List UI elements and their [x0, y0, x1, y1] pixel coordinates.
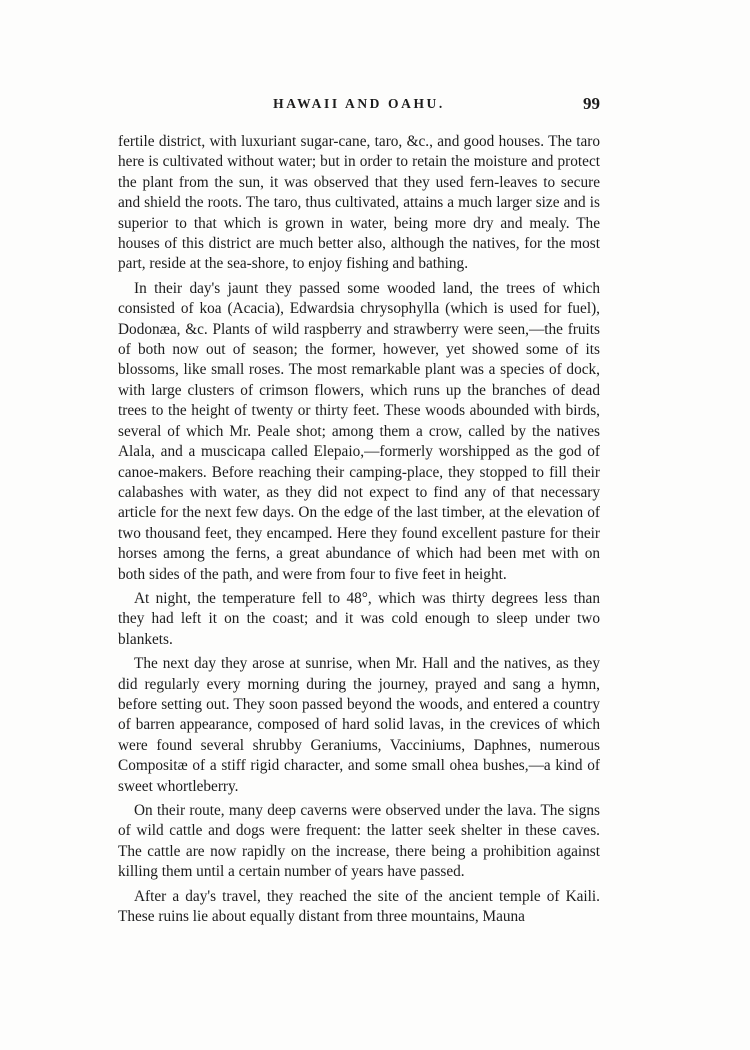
paragraph: fertile district, with luxuriant sugar-cane, taro, &c., and good houses. The taro here is cultivated without water; but in order to retain the moisture and protect the plant from the sun, it was observed that they used fern-leaves to secure and shield the roots. The taro, thus cultivated, attains a much larger size and is superior to that which is grown in water, being more dry and mealy. The houses of this district are much better also, although the natives, for the most part, reside at the sea-shore, to enjoy fishing and bathing.: [118, 133, 600, 273]
paragraph: In their day's jaunt they passed some wooded land, the trees of which consisted of koa (Acacia), Edwardsia chrysophylla (which is used for fuel), Dodonæa, &c. Plants of wild raspberry and strawberry were seen,—the fruits of both now out of season; the former, however, yet showed some of its blossoms, like small roses. The most remarkable plant was a species of dock, with large clusters of crimson flowers, which runs up the branches of dead trees to the height of twenty or thirty feet. These woods abounded with birds, several of which Mr. Peale shot; among them a crow, called by the natives Alala, and a muscicapa called Elepaio,—formerly worshipped as the god of canoe-makers. Before reaching their camping-place, they stopped to fill their calabashes with water, as they did not expect to find any of that necessary article for the next few days. On the edge of the last timber, at the elevation of two thousand feet, they encamped. Here they found excellent pasture for their horses among the ferns, a great abundance of which had been met with on both sides of the path, and were from four to five feet in height.: [118, 279, 600, 583]
paragraph: The next day they arose at sunrise, when Mr. Hall and the natives, as they did regularly every morning during the journey, prayed and sang a hymn, before setting out. They soon passed beyond the woods, and entered a country of barren appearance, composed of hard solid lavas, in the crevices of which were found several shrubby Geraniums, Vacciniums, Daphnes, numerous Compositæ of a stiff rigid character, and some small ohea bushes,—a kind of sweet whortleberry.: [118, 655, 600, 795]
paragraph: On their route, many deep caverns were observed under the lava. The signs of wild cattle and dogs were frequent: the latter seek shelter in these caves. The cattle are now rapidly on the increase, there being a prohibition against killing them until a certain number of years have passed.: [118, 802, 600, 881]
body-text: [118, 132, 600, 927]
paragraph: After a day's travel, they reached the site of the ancient temple of Kaili. These ruins lie about equally distant from three mountains, Mauna: [118, 887, 600, 926]
paragraph: At night, the temperature fell to 48°, which was thirty degrees less than they had left it on the coast; and it was cold enough to sleep under two blankets.: [118, 589, 600, 648]
page-number: 99: [583, 94, 600, 113]
running-head: [118, 96, 600, 120]
running-title: HAWAII AND OAHU.: [273, 96, 445, 111]
